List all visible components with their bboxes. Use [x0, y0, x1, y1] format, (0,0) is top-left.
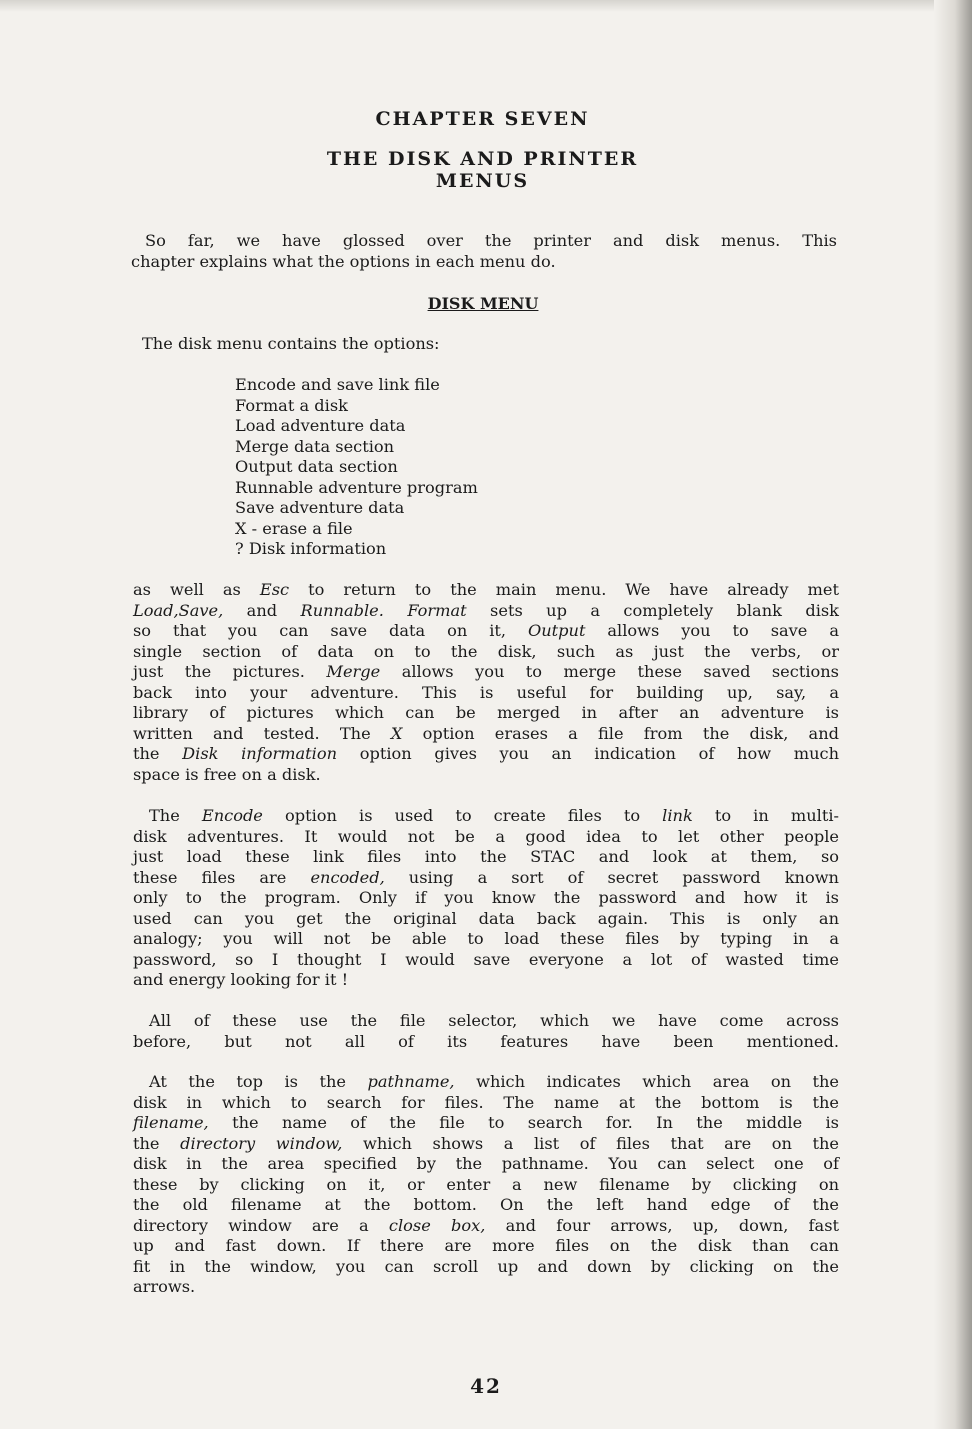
intro-line: So far, we have glossed over the printer and disk menus. This	[145, 231, 837, 250]
disk-menu-lead: The disk menu contains the options:	[142, 334, 440, 353]
paragraph-encode: The Encode option is used to create files to link to in multi- disk adventures. It would not be a good idea to let other people just load these link files into the STAC and look at them, so these files are encoded, using a sort of secret password known only to the program. Only if you know the password and how it is used can you get the original data back again. This is only an analogy; you will not be able to load these files by typing in a password, so I thought I would save everyone a lot of wasted time and energy looking for it !	[133, 806, 839, 989]
page-top-shadow	[0, 0, 972, 12]
list-item: Output data section	[235, 457, 398, 476]
disk-menu-heading: DISK MENU	[427, 294, 539, 313]
list-item: Save adventure data	[235, 498, 405, 517]
paragraph-menu-options: as well as Esc to return to the main menu. We have already met Load,Save, and Runnable. Format sets up a completely blank disk so that you can save data on it, Output allows you to save a single section of data on to the disk, such as just the verbs, or just the pictures. Merge allows you to merge these saved sections back into your adventure. This is useful for building up, say, a library of pictures which can be merged in after an adventure is written and tested. The X option erases a file from the disk, and the Disk information option gives you an indication of how much space is free on a disk.	[133, 580, 839, 784]
list-item: Format a disk	[235, 395, 348, 415]
list-item: ? Disk information	[235, 539, 387, 558]
list-item: Load adventure data	[235, 416, 406, 435]
paragraph-file-selector: All of these use the file selector, which we have come across before, but not all of its features have been mentioned.	[133, 1011, 839, 1051]
intro-paragraph	[145, 231, 837, 252]
intro-line: chapter explains what the options in each menu do.	[131, 252, 556, 271]
intro-paragraph-2	[131, 252, 831, 273]
chapter-number: CHAPTER SEVEN	[375, 108, 590, 130]
page-number: 42	[470, 1374, 502, 1398]
disk-menu-options-list	[235, 375, 478, 560]
list-item: Merge data section	[235, 436, 395, 456]
list-item: X - erase a file	[235, 518, 353, 538]
chapter-title-line1: THE DISK AND PRINTER	[326, 148, 639, 170]
paragraph-pathname: At the top is the pathname, which indicates which area on the disk in which to search for files. The name at the bottom is the filename, the name of the file to search for. In the middle is the directory window, which shows a list of files that are on the disk in the area specified by the pathname. You can select one of these by clicking on it, or enter a new filename by clicking on the old filename at the bottom. On the left hand edge of the directory window are a close box, and four arrows, up, down, fast up and fast down. If there are more files on the disk than can fit in the window, you can scroll up and down by clicking on the arrows.	[133, 1072, 840, 1296]
list-item: Runnable adventure program	[235, 477, 478, 497]
page-edge-shadow	[934, 0, 972, 1429]
list-item: Encode and save link file	[235, 375, 440, 394]
chapter-title-line2: MENUS	[435, 170, 530, 192]
